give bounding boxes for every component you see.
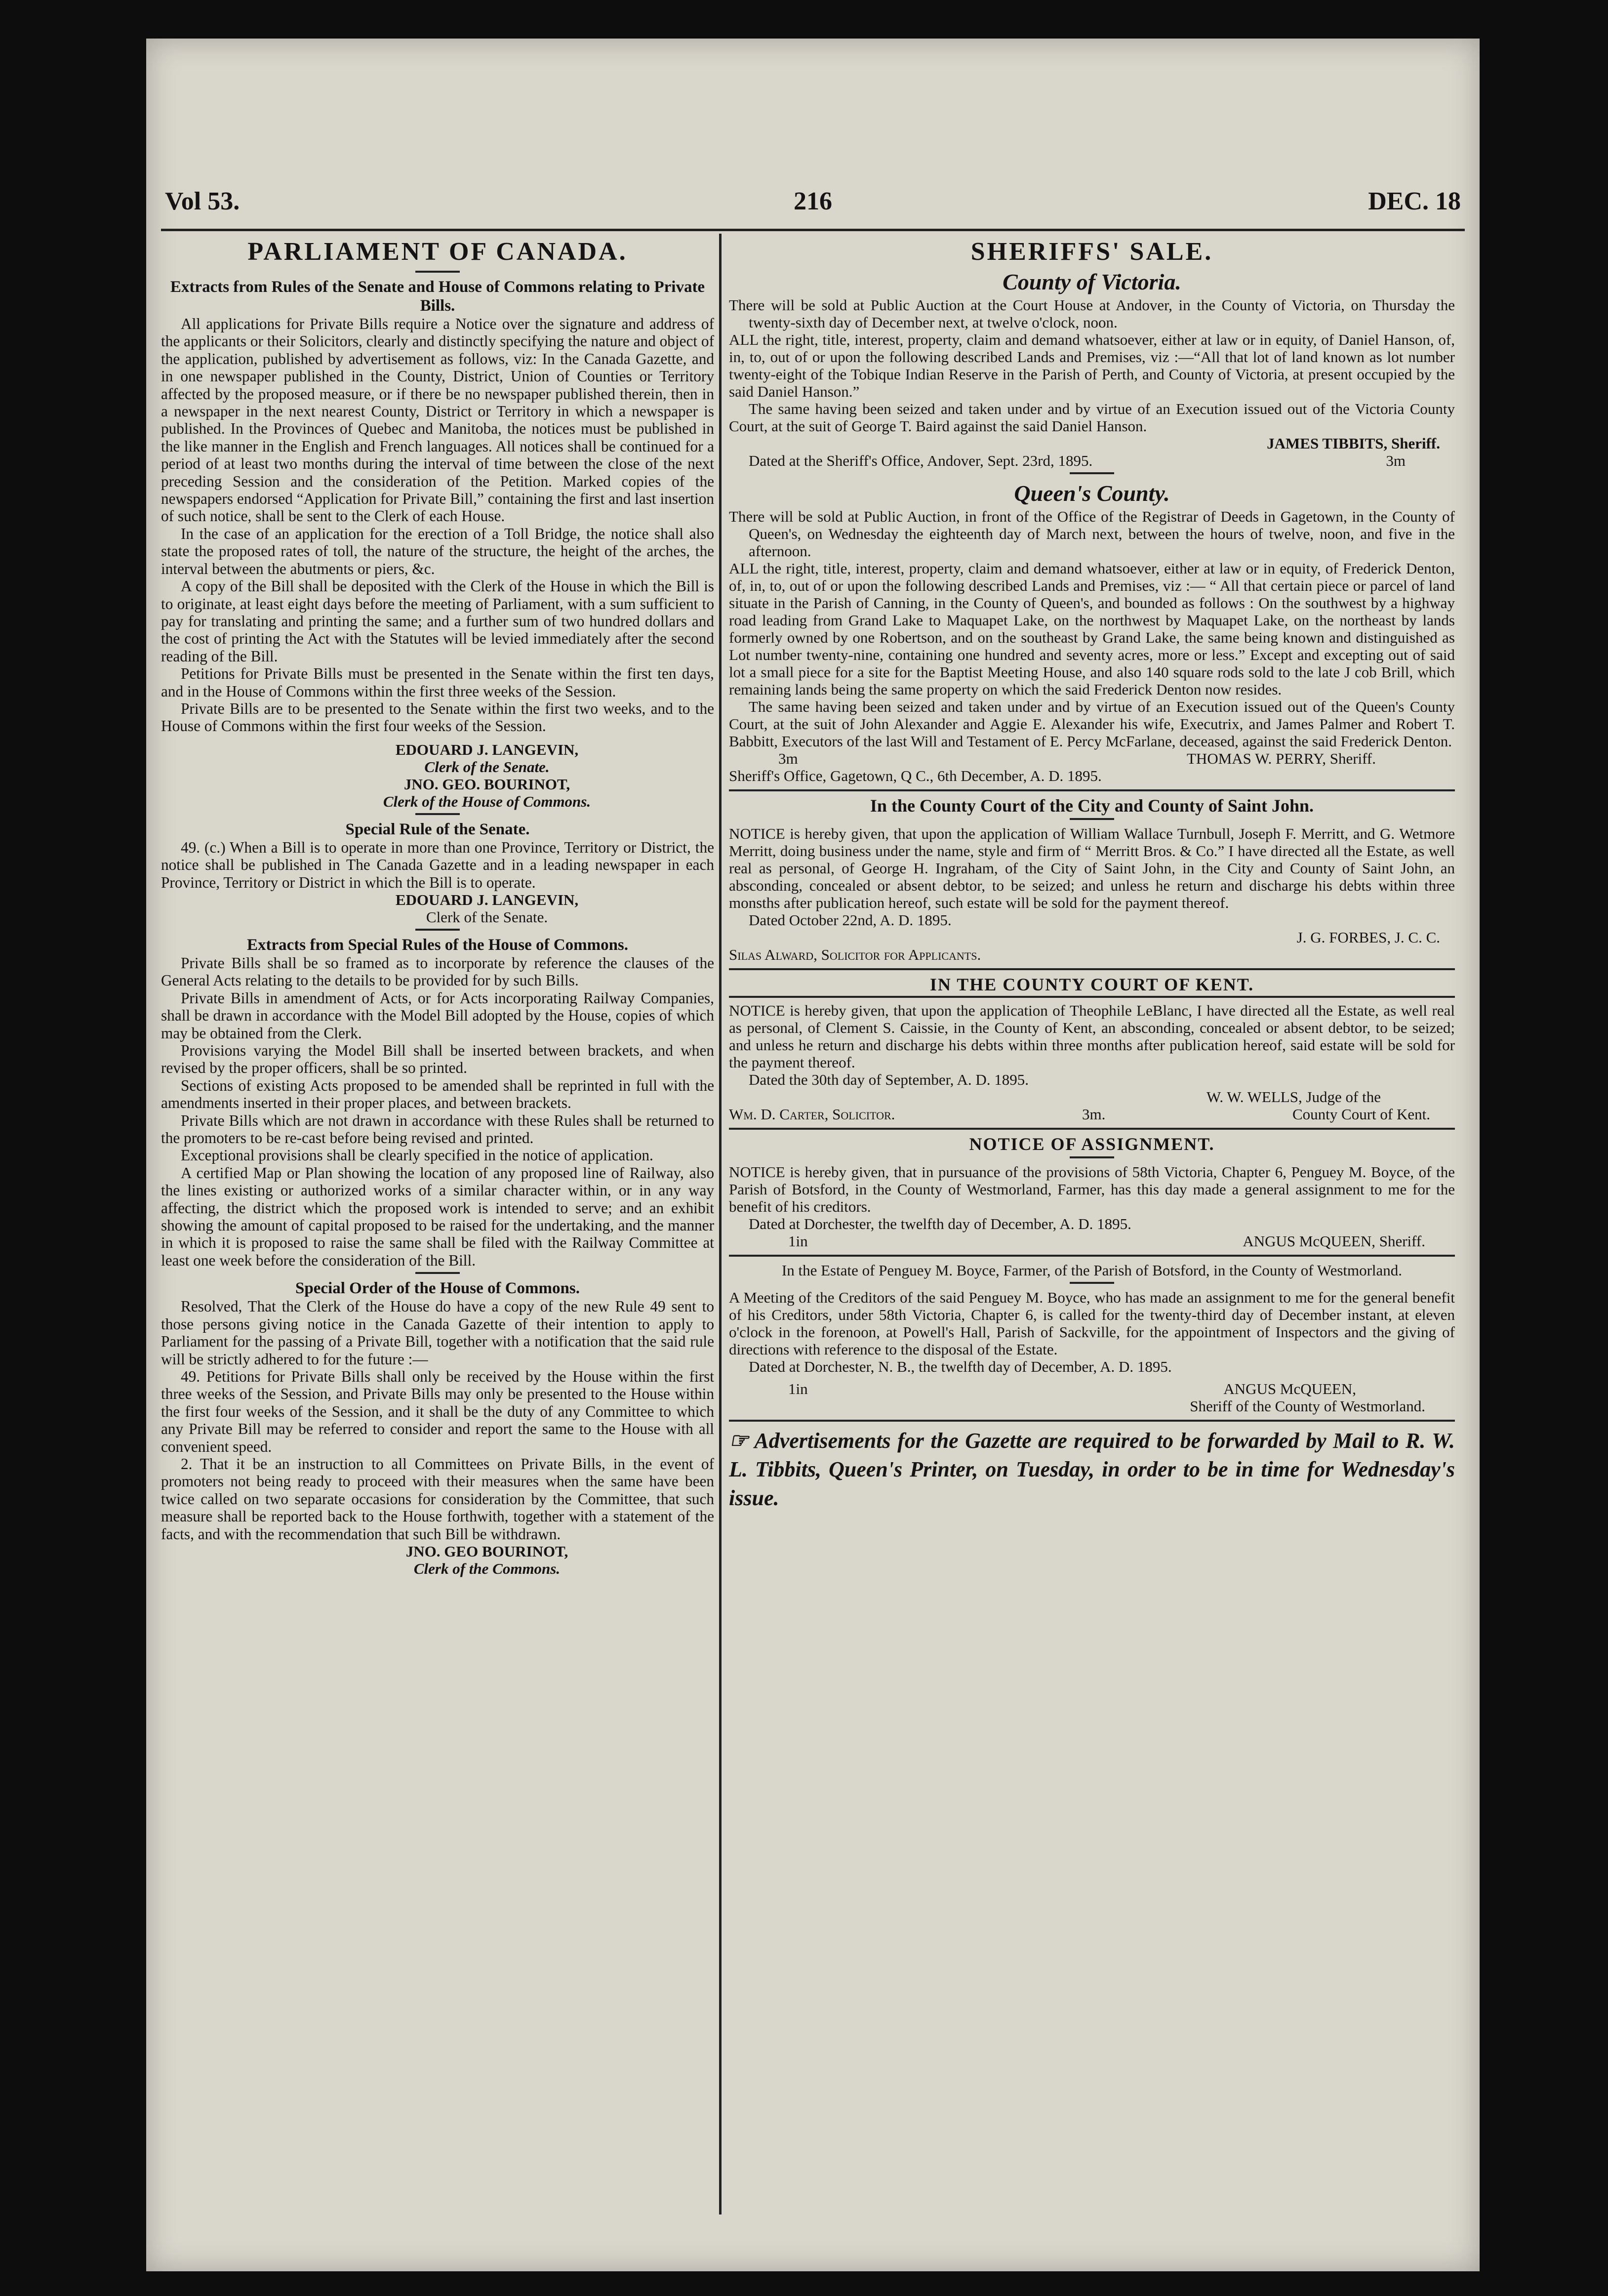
special-rule-heading: Special Rule of the Senate. (345, 820, 530, 838)
column-divider (719, 234, 722, 2214)
kent-heading: IN THE COUNTY COURT OF KENT. (929, 975, 1254, 994)
saintjohn-heading: In the County Court of the City and County of Saint John. (870, 796, 1314, 816)
kent-dated: Dated the 30th day of September, A. D. 1895. (749, 1071, 1029, 1088)
victoria-paragraph: The same having been seized and taken under and by virtue of an Execution issued out of the Victoria County Court, at the suit of George T. Baird against the said Daniel Hanson. (729, 400, 1455, 435)
order-paragraph: Resolved, That the Clerk of the House do have a copy of the new Rule 49 sent to those persons giving notice in the Canada Gazette of their intention to apply to Parliament for the passing of a Private Bill, together with a notification that the said rule will be strictly adhered to for the future :— (161, 1298, 714, 1368)
extracts-paragraph: All applications for Private Bills require a Notice over the signature and address of the applicants or their Solicitors, clearly and distinctly specifying the nature and object of the application, published by advertisement as follows, viz: In the Canada Gazette, and in one newspaper published in the County, District, Union of Counties or Territory affected by the proposed measure, or if there be no newspaper published therein, then in a newspaper in the next nearest County, District or Territory in which a newspaper is published. In the Provinces of Quebec and Manitoba, the notices must be published in the like manner in the English and French languages. All notices shall be continued for a period of at least two months during the interval of time between the close of the next preceding Session and the consideration of the Petition. Marked copies of the newspapers endorsed “Application for Private Bill,” containing the first and last insertion of such notice, shall be sent to the Clerk of each House. (161, 315, 714, 525)
queens-term: 3m (778, 750, 798, 767)
signature-title: Clerk of the House of Commons. (383, 792, 591, 810)
divider (415, 1272, 460, 1274)
page-header (165, 187, 1461, 226)
divider (729, 968, 1455, 970)
divider (1070, 1282, 1114, 1284)
estate-dated: Dated at Dorchester, N. B., the twelfth day of December, A. D. 1895. (749, 1358, 1172, 1375)
kent-court: County Court of Kent. (1292, 1106, 1430, 1123)
volume-number: Vol 53. (165, 187, 240, 215)
victoria-paragraph: ALL the right, title, interest, property, claim and demand whatsoever, either at law or in equity, of Daniel Hanson, of, in, to, out of or upon the following described Lands and Premises, viz :—“All that lot of land known as lot number twenty-eight of the Tobique Indian Reserve in the Parish of Perth, and County of Victoria, at present occupied by the said Daniel Hanson.” (729, 331, 1455, 400)
victoria-paragraph: There will be sold at Public Auction at the Court House at Andover, in the County of Victoria, on Thursday the twenty-sixth day of December next, at twelve o'clock, noon. (729, 296, 1455, 331)
header-rule (161, 229, 1465, 231)
advertisement-notice: ☞ Advertisements for the Gazette are required to be forwarded by Mail to R. W. L. Tibbits, Queen's Printer, on Tuesday, in order to be in time for Wednesday's issue. (729, 1429, 1455, 1510)
estate-sheriff-title: Sheriff of the County of Westmorland. (1190, 1397, 1425, 1415)
right-column (729, 236, 1455, 1513)
commons-paragraph: Exceptional provisions shall be clearly specified in the notice of application. (181, 1147, 653, 1164)
signature-name: EDOUARD J. LANGEVIN, (395, 740, 579, 758)
queens-paragraph: There will be sold at Public Auction, in front of the Office of the Registrar of Deeds in Gagetown, in the County of Queen's, on Wednesday the eighteenth day of March next, between the hours of twelve, noon, and five in the afternoon. (729, 508, 1455, 560)
divider (729, 1255, 1455, 1257)
signature-title: Clerk of the Senate. (424, 758, 550, 776)
kent-paragraph: NOTICE is hereby given, that upon the application of Theophile LeBlanc, I have directed all the Estate, as well real as personal, of Clement S. Caissie, in the County of Kent, an absconding, concealed or absent debtor, to be seized; and unless he return and discharge his debts within three months after publication hereof, said estate will be sold for the payment thereof. (729, 1002, 1455, 1071)
divider (1070, 1156, 1114, 1158)
assignment-term: 1in (788, 1232, 808, 1250)
divider (1070, 472, 1114, 474)
issue-date: DEC. 18 (1368, 187, 1461, 215)
extracts-heading: Extracts from Rules of the Senate and House of Commons relating to Private Bills. (170, 278, 705, 315)
kent-judge: W. W. WELLS, Judge of the (1206, 1088, 1381, 1106)
extracts-paragraph: Petitions for Private Bills must be presented in the Senate within the first ten days, and in the House of Commons within the first three weeks of the Session. (161, 665, 714, 700)
queens-heading: Queen's County. (1014, 481, 1170, 506)
signature-title: Clerk of the Senate. (426, 908, 548, 926)
divider (729, 1420, 1455, 1422)
victoria-sheriff: JAMES TIBBITS, Sheriff. (1267, 435, 1440, 452)
commons-heading: Extracts from Special Rules of the House of Commons. (246, 936, 629, 954)
assignment-dated: Dated at Dorchester, the twelfth day of December, A. D. 1895. (749, 1215, 1131, 1232)
extracts-paragraph: A copy of the Bill shall be deposited with the Clerk of the House in which the Bill is to originate, at least eight days before the meeting of Parliament, with a sum sufficient to pay for translating and printing the same; and a further sum of two hundred dollars and the cost of printing the Act with the Statutes will be levied immediately after the second reading of the Bill. (161, 577, 714, 665)
queens-dated: Sheriff's Office, Gagetown, Q C., 6th December, A. D. 1895. (729, 767, 1102, 784)
estate-intro: In the Estate of Penguey M. Boyce, Farmer, of the Parish of Botsford, in the County of Westmorland. (781, 1262, 1403, 1279)
saintjohn-paragraph: NOTICE is hereby given, that upon the application of William Wallace Turnbull, Joseph F. Merritt, and G. Wetmore Merritt, doing business under the name, style and firm of “ Merritt Bros. & Co.” I have directed all the Estate, as well real as personal, of George H. Ingraham, of the City of Saint John, in the City and County of Saint John, an absconding, concealed or absent debtor, to be seized; and unless he return and discharge his debts within three monsths after publication hereof, such estate will be sold for the payment thereof. (729, 825, 1455, 911)
kent-solicitor: Wm. D. Carter, Solicitor. (729, 1106, 895, 1123)
saintjohn-dated: Dated October 22nd, A. D. 1895. (749, 911, 952, 929)
order-paragraph: 49. Petitions for Private Bills shall only be received by the House within the first three weeks of the Session, and Private Bills may only be presented to the House within the first four weeks of the Session, and it shall be the duty of any Committee to which any Private Bill may be referred to consider and report the same to the House with all convenient speed. (161, 1367, 714, 1455)
divider (729, 1128, 1455, 1130)
assignment-paragraph: NOTICE is hereby given, that in pursuance of the provisions of 58th Victoria, Chapter 6, Penguey M. Boyce, of the Parish of Botsford, in the County of Westmorland, Farmer, has this day made a general assignment to me for the benefit of his creditors. (729, 1163, 1455, 1215)
signature-name: JNO. GEO BOURINOT, (405, 1542, 568, 1560)
parliament-title: PARLIAMENT OF CANADA. (247, 238, 628, 266)
victoria-heading: County of Victoria. (1003, 269, 1181, 294)
estate-term: 1in (788, 1380, 808, 1397)
saintjohn-solicitor: Silas Alward, Solicitor for Applicants. (729, 946, 981, 963)
commons-paragraph: Private Bills which are not drawn in accordance with these Rules shall be returned to the promoters to be re-cast before being revised and printed. (161, 1111, 714, 1147)
estate-sheriff: ANGUS McQUEEN, (1223, 1380, 1356, 1397)
signature-title: Clerk of the Commons. (413, 1559, 561, 1577)
commons-paragraph: Sections of existing Acts proposed to be amended shall be reprinted in full with the amendments inserted in their proper places, and between brackets. (161, 1076, 714, 1112)
signature-name: EDOUARD J. LANGEVIN, (395, 891, 579, 908)
queens-paragraph: ALL the right, title, interest, property, claim and demand whatsoever, either at law or in equity, of Frederick Denton, of, in, to, out of or upon the following described Lands and Premises, viz :— “ All that certain piece or parcel of land situate in the Parish of Canning, in the County of Queen's, and bounded as follows : On the southwest by a highway road leading from Grand Lake to Maquapet Lake, on the northwest by Maquapet Lake, on the northeast by lands formerly owned by one Robertson, and on the southeast by Grand Lake, the same being known and distinguished as Lot number twenty-nine, containing one hundred and seventy acres, more or less.” Except and excepting out of said lot a small piece for a site for the Baptist Meeting House, and also 140 square rods sold to the late J cob Brill, which remaining lands being the same property on which the said Frederick Denton now resides. (729, 560, 1455, 698)
divider (415, 929, 460, 931)
divider (415, 813, 460, 815)
extracts-paragraph: In the case of an application for the erection of a Toll Bridge, the notice shall also state the proposed rates of toll, the nature of the structure, the height of the arches, the interval between the abutments or piers, &c. (161, 525, 714, 577)
divider (729, 996, 1455, 998)
victoria-dated: Dated at the Sheriff's Office, Andover, Sept. 23rd, 1895. (749, 452, 1093, 469)
sheriffs-sale-title: SHERIFFS' SALE. (970, 238, 1213, 266)
special-rule-text: 49. (c.) When a Bill is to operate in more than one Province, Territory or District, the notice shall be published in The Canada Gazette and in a leading newspaper in each Province, Territory or District in which the Bill is to operate. (161, 838, 714, 891)
commons-paragraph: Private Bills shall be so framed as to incorporate by reference the clauses of the General Acts relating to the details to be provided for by such Bills. (161, 954, 714, 989)
extracts-paragraph: Private Bills are to be presented to the Senate within the first two weeks, and to the House of Commons within the first four weeks of the Session. (161, 699, 714, 735)
queens-paragraph: The same having been seized and taken under and by virtue of an Execution issued out of the Queen's County Court, at the suit of John Alexander and Aggie E. Alexander his wife, Executrix, and James Palmer and Robert T. Babbitt, Executors of the last Will and Testament of E. Percy McFarlane, deceased, against the said Frederick Denton. (729, 698, 1455, 750)
victoria-term: 3m (1386, 452, 1406, 469)
left-column (161, 236, 714, 1577)
commons-paragraph: A certified Map or Plan showing the location of any proposed line of Railway, also the lines existing or authorized works of a similar character within, or in any way affecting, the district which the proposed work is intended to serve; and an exhibit showing the amount of capital proposed to be raised for the undertaking, and the manner in which it is proposed to raise the same shall be filed with the Railway Committee at least one week before the consideration of the Bill. (161, 1164, 714, 1269)
divider (1070, 818, 1114, 820)
commons-paragraph: Private Bills in amendment of Acts, or for Acts incorporating Railway Companies, shall be drawn in accordance with the Model Bill adopted by the House, copies of which may be obtained from the Clerk. (161, 989, 714, 1042)
gazette-page (146, 39, 1480, 2271)
order-paragraph: 2. That it be an instruction to all Committees on Private Bills, in the event of promoters not being ready to proceed with their measures when the same have been twice called on two separate occasions for consideration by the Committee, that such measure shall be reported back to the House forthwith, together with a statement of the facts, and with the recommendation that such Bill be withdrawn. (161, 1455, 714, 1543)
commons-paragraph: Provisions varying the Model Bill shall be inserted between brackets, and when revised by the proper officers, shall be so printed. (161, 1042, 714, 1077)
estate-paragraph: A Meeting of the Creditors of the said Penguey M. Boyce, who has made an assignment to me for the general benefit of his Creditors, under 58th Victoria, Chapter 6, is called for the twenty-third day of December instant, at eleven o'clock in the forenoon, at Powell's Hall, Parish of Sackville, for the appointment of Inspectors and the giving of directions with reference to the disposal of the Estate. (729, 1289, 1455, 1358)
order-heading: Special Order of the House of Commons. (295, 1279, 580, 1298)
divider (415, 271, 460, 273)
page-number: 216 (794, 187, 832, 215)
kent-term: 3m. (1082, 1106, 1106, 1123)
saintjohn-judge: J. G. FORBES, J. C. C. (1296, 929, 1440, 946)
divider (729, 789, 1455, 791)
queens-sheriff: THOMAS W. PERRY, Sheriff. (1187, 750, 1376, 767)
assignment-heading: NOTICE OF ASSIGNMENT. (969, 1134, 1215, 1154)
assignment-sheriff: ANGUS McQUEEN, Sheriff. (1243, 1232, 1425, 1250)
signature-name: JNO. GEO. BOURINOT, (403, 775, 570, 793)
